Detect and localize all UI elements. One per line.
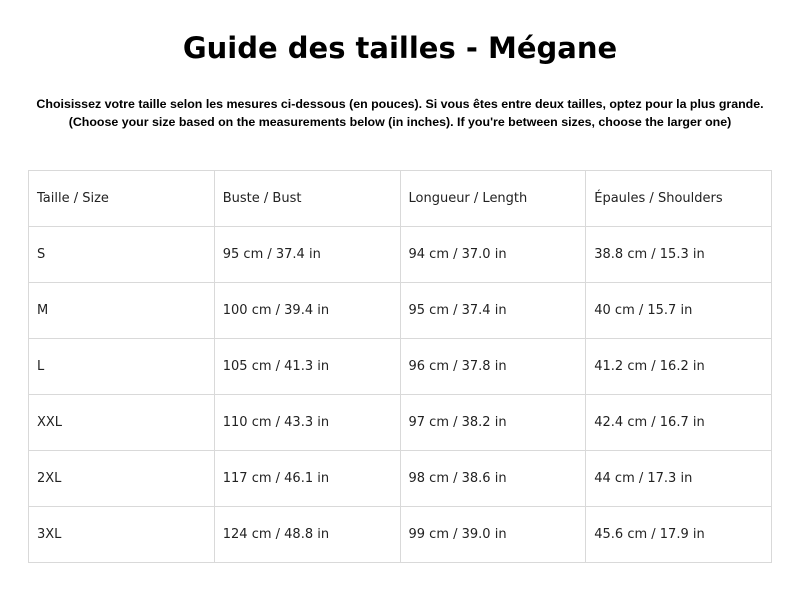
cell-size: L (29, 339, 215, 395)
cell-shoulders: 44 cm / 17.3 in (586, 451, 772, 507)
size-instructions (0, 95, 800, 131)
size-chart-table (28, 170, 772, 563)
table-row (29, 227, 772, 283)
table-header-row (29, 171, 772, 227)
instructions-english: (Choose your size based on the measurements below (in inches). If you're between sizes, choose the larger one) (68, 115, 732, 129)
instructions-french: Choisissez votre taille selon les mesures ci-dessous (en pouces). Si vous êtes entre deux tailles, optez pour la plus grande. (36, 97, 764, 111)
cell-shoulders: 41.2 cm / 16.2 in (586, 339, 772, 395)
column-header-shoulders: Épaules / Shoulders (586, 171, 772, 227)
cell-length: 94 cm / 37.0 in (400, 227, 586, 283)
table-row (29, 283, 772, 339)
cell-size: 3XL (29, 507, 215, 563)
cell-size: XXL (29, 395, 215, 451)
cell-length: 97 cm / 38.2 in (400, 395, 586, 451)
cell-length: 96 cm / 37.8 in (400, 339, 586, 395)
cell-shoulders: 42.4 cm / 16.7 in (586, 395, 772, 451)
cell-shoulders: 38.8 cm / 15.3 in (586, 227, 772, 283)
cell-bust: 100 cm / 39.4 in (214, 283, 400, 339)
cell-size: S (29, 227, 215, 283)
cell-bust: 105 cm / 41.3 in (214, 339, 400, 395)
cell-length: 95 cm / 37.4 in (400, 283, 586, 339)
cell-bust: 124 cm / 48.8 in (214, 507, 400, 563)
cell-shoulders: 45.6 cm / 17.9 in (586, 507, 772, 563)
table-row (29, 395, 772, 451)
table-row (29, 339, 772, 395)
cell-shoulders: 40 cm / 15.7 in (586, 283, 772, 339)
column-header-size: Taille / Size (29, 171, 215, 227)
table-row (29, 507, 772, 563)
cell-bust: 95 cm / 37.4 in (214, 227, 400, 283)
table-row (29, 451, 772, 507)
column-header-bust: Buste / Bust (214, 171, 400, 227)
page-title: Guide des tailles - Mégane (182, 31, 618, 65)
cell-length: 99 cm / 39.0 in (400, 507, 586, 563)
cell-size: 2XL (29, 451, 215, 507)
cell-length: 98 cm / 38.6 in (400, 451, 586, 507)
column-header-length: Longueur / Length (400, 171, 586, 227)
cell-bust: 110 cm / 43.3 in (214, 395, 400, 451)
cell-bust: 117 cm / 46.1 in (214, 451, 400, 507)
cell-size: M (29, 283, 215, 339)
